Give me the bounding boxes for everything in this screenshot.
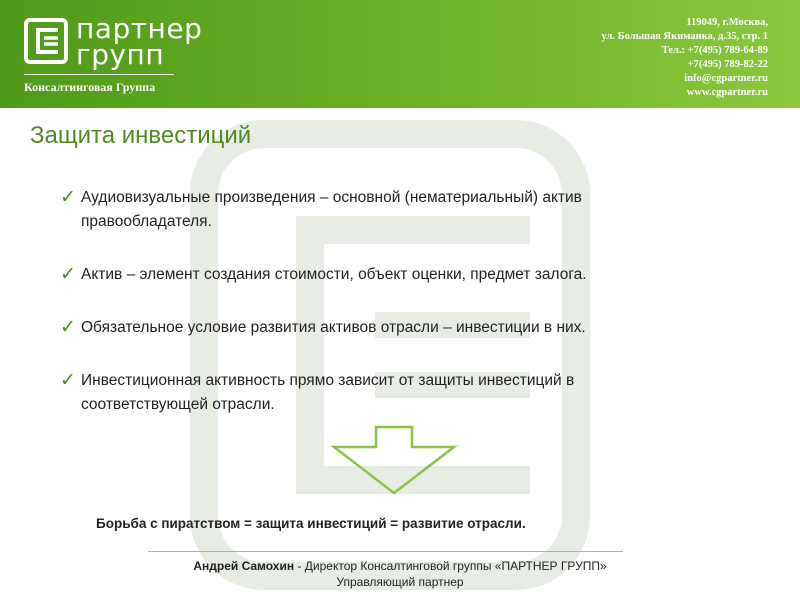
contact-phone-1: Тел.: +7(495) 789-64-89 <box>661 45 768 56</box>
logo-text-partner: партнер <box>76 12 203 45</box>
footer-author <box>100 558 700 590</box>
footer-line-1 <box>100 558 700 574</box>
bullet-text: Инвестиционная активность прямо зависит от защиты инвестиций в соответствующей отрасли. <box>81 372 575 413</box>
contact-block <box>602 16 768 100</box>
bullet-item <box>60 369 700 417</box>
logo-divider <box>24 74 174 75</box>
bullet-text: Аудиовизуальные произведения – основной (нематериальный) актив правообладателя. <box>81 189 582 230</box>
logo-text-group: групп <box>76 38 165 71</box>
author-role: - Директор Консалтинговой группы «ПАРТНЕР ГРУПП» <box>294 559 607 573</box>
checkmark-icon: ✓ <box>60 263 76 285</box>
contact-email: info@cgpartner.ru <box>684 73 768 84</box>
partner-group-logo-icon <box>24 18 68 64</box>
bullet-item <box>60 316 700 340</box>
checkmark-icon: ✓ <box>60 316 76 338</box>
bullet-text: Обязательное условие развития активов отрасли – инвестиции в них. <box>81 319 586 336</box>
slogan-text: Борьба с пиратством = защита инвестиций = развитие отрасли. <box>96 516 526 531</box>
slide-title: Защита инвестиций <box>30 122 252 149</box>
down-arrow-icon <box>330 425 458 495</box>
bullet-item <box>60 186 700 234</box>
contact-phone-2: +7(495) 789-82-22 <box>687 59 768 70</box>
author-name: Андрей Самохин <box>193 559 295 573</box>
footer-divider <box>148 551 623 552</box>
checkmark-icon: ✓ <box>60 186 76 208</box>
author-role-line2: Управляющий партнер <box>336 575 464 589</box>
logo-subtitle: Консалтинговая Группа <box>24 80 156 94</box>
bullet-list <box>60 186 700 446</box>
contact-website: www.cgpartner.ru <box>686 87 768 98</box>
contact-address-city: 119049, г.Москва, <box>686 17 768 28</box>
contact-address-street: ул. Большая Якиманка, д.35, стр. 1 <box>601 31 768 42</box>
checkmark-icon: ✓ <box>60 369 76 391</box>
bullet-text: Актив – элемент создания стоимости, объект оценки, предмет залога. <box>81 266 587 283</box>
bullet-item <box>60 263 700 287</box>
header-banner <box>0 0 800 108</box>
